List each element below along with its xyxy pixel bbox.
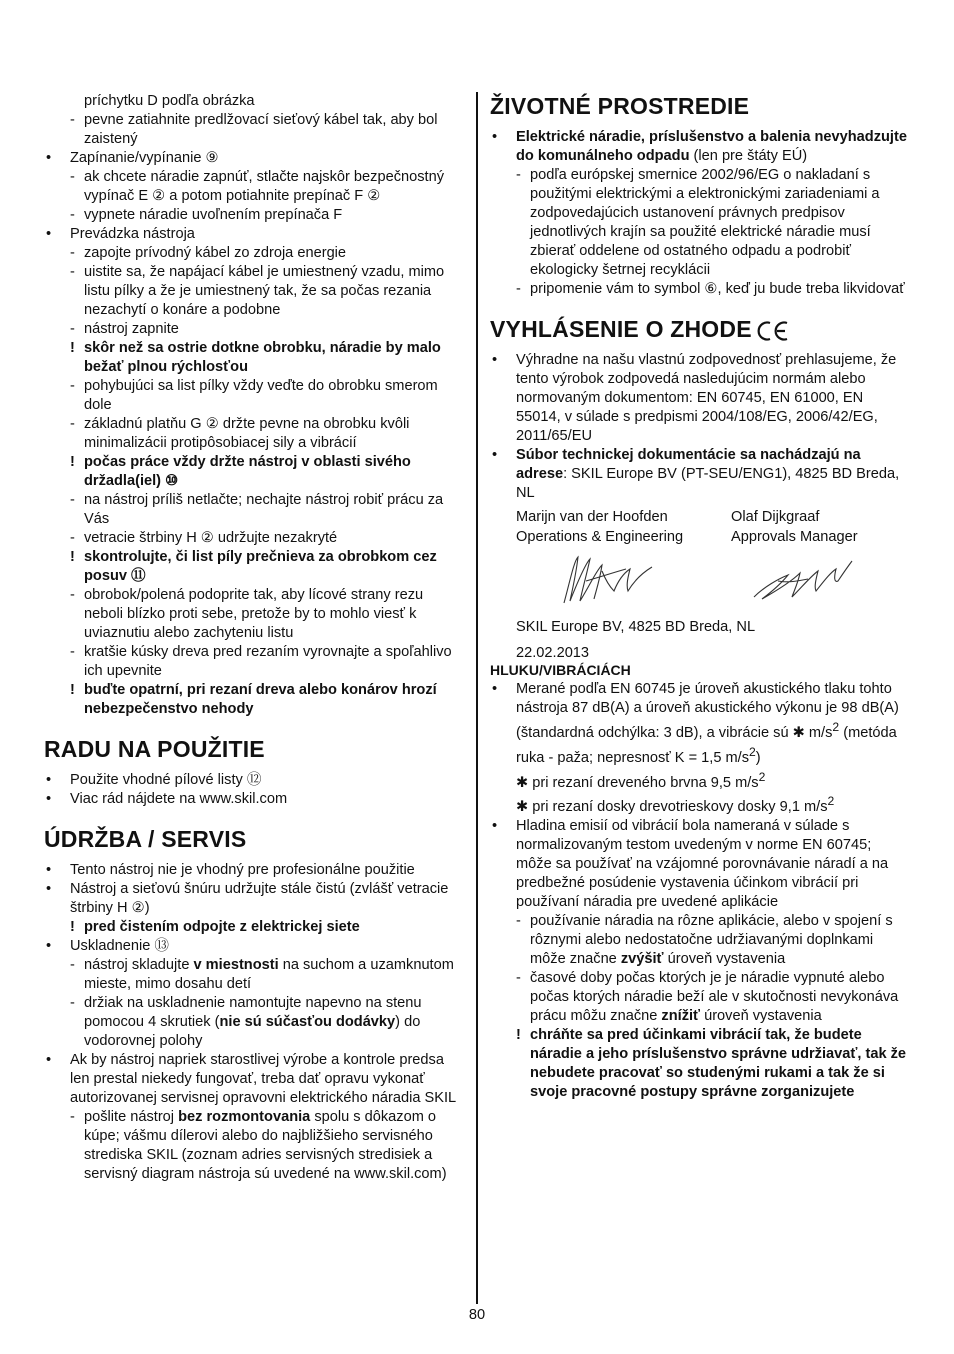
warning-icon: ! — [70, 340, 75, 356]
dash-icon: - — [70, 957, 75, 973]
item-text: buďte opatrní, pri rezaní dreva alebo konárov hrozí nebezpečenstvo nehody — [84, 682, 437, 717]
declaration-date: 22.02.2013 — [516, 645, 590, 661]
emphasis-text: zvýšiť — [620, 951, 664, 968]
company-address: SKIL Europe BV, 4825 BD Breda, NL — [516, 619, 756, 635]
dash-item — [44, 377, 460, 415]
dash-icon: - — [70, 112, 75, 128]
heading-text: HLUKU/VIBRÁCIÁCH — [490, 662, 631, 678]
item-text: na suchom a uzamknutom mieste, mimo dosahu detí — [84, 957, 454, 992]
warning-item — [44, 918, 460, 937]
bullet-item — [44, 225, 460, 244]
subsection-heading — [490, 661, 910, 680]
bullet-item — [44, 790, 460, 809]
item-text: chráňte sa pred účinkami vibrácií tak, že budete náradie a jeho príslušenstvo správne udržiavať, tak že nebudete pracovať so studenými rukami a tak že si svoje pracovné postupy správne zorganizujete — [530, 1027, 907, 1101]
item-text: spolu s dôkazom o kúpe; vášmu dílerovi alebo do najbližšieho servisného strediska SKIL (zoznam adries servisných stredisiek a servisný diagram nástroja sú uvedené na www.skil.com) — [84, 1109, 447, 1182]
emphasis-text: znížiť — [661, 1008, 701, 1025]
item-text: pošlite nástroj — [84, 1109, 179, 1125]
dash-icon: - — [70, 264, 75, 280]
item-text: používanie náradia na rôzne aplikácie, alebo v spojení s rôznymi alebo nedostatočne udržiavanými doplnkami môže značne — [530, 913, 893, 968]
signature-1 — [556, 551, 666, 609]
dash-item — [44, 1108, 460, 1184]
item-text: vypnete náradie uvoľnením prepínača F — [84, 207, 343, 223]
dash-item — [44, 111, 460, 149]
dash-icon: - — [70, 492, 75, 508]
dash-item — [44, 206, 460, 225]
dash-item — [44, 586, 460, 643]
bullet-icon: • — [46, 791, 52, 807]
item-text: skôr než sa ostrie dotkne obrobku, náradie by malo bežať plnou rýchlosťou — [84, 340, 441, 375]
item-text: počas práce vždy držte nástroj v oblasti sivého držadla(iel) ⑩ — [84, 454, 411, 489]
declaration-signatures — [490, 509, 910, 661]
item-text: Použite vhodné pílové listy ⑫ — [70, 772, 262, 788]
bullet-item — [44, 771, 460, 790]
bullet-icon: • — [492, 681, 498, 697]
bullet-icon: • — [46, 862, 52, 878]
bullet-item — [490, 446, 910, 503]
dash-icon: - — [70, 1109, 75, 1125]
page-number: 80 — [468, 1307, 486, 1323]
bullet-icon: • — [492, 352, 498, 368]
continuation-text — [490, 793, 910, 818]
item-text: Prevádzka nástroja — [70, 226, 195, 242]
warning-item — [490, 1026, 910, 1102]
item-text: (len pre štáty EÚ) — [689, 148, 808, 164]
section-heading — [44, 825, 460, 853]
warning-item — [44, 339, 460, 377]
item-text: ak chcete náradie zapnúť, stlačte najskôr bezpečnostný vypínač E ② a potom potiahnite prepínač F ② — [84, 169, 444, 204]
item-text: Nástroj a sieťovú šnúru udržujte stále čistú (zvlášť vetracie štrbiny H ②) — [70, 881, 449, 916]
warning-item — [44, 453, 460, 491]
heading-text: RADU NA POUŽITIE — [44, 736, 265, 762]
bullet-item — [44, 880, 460, 918]
dash-item — [44, 168, 460, 206]
item-text: podľa európskej smernice 2002/96/EG o nakladaní s použitými elektrickými a elektronickými zariadeniami a zodpovedajúcich ustanovení právnych predpisov jednotlivých krajín sa použité elektrické náradie musí zbierať oddelene od ostatného odpadu a podrobiť ekologicky šetrnej recyklácii — [530, 167, 880, 278]
bullet-icon: • — [46, 1052, 52, 1068]
dash-item — [44, 994, 460, 1051]
dash-icon: - — [70, 587, 75, 603]
dash-icon: - — [70, 169, 75, 185]
signatory-1 — [516, 507, 683, 547]
dash-item — [44, 643, 460, 681]
bullet-icon: • — [46, 938, 52, 954]
item-text: Ak by nástroj napriek starostlivej výrobe a kontrole predsa len prestal niekedy fungovať, treba dať opravu vykonať autorizovanej servisnej opravovni elektrického náradia SKIL — [70, 1052, 457, 1106]
signatory-name: Marijn van der Hoofden — [516, 509, 668, 525]
continuation-text — [490, 768, 910, 793]
dash-item — [490, 912, 910, 969]
bullet-item — [490, 680, 910, 768]
continuation-text — [44, 92, 460, 111]
warning-icon: ! — [70, 454, 75, 470]
warning-icon: ! — [70, 682, 75, 698]
section-heading — [490, 92, 910, 120]
bullet-icon: • — [492, 129, 498, 145]
item-text: Uskladnenie ⑬ — [70, 938, 169, 954]
emphasis-text: Elektrické náradie, príslušenstvo a balenia nevyhadzujte do komunálneho odpadu — [516, 129, 907, 164]
item-text: úroveň vystavenia — [663, 951, 786, 968]
dash-item — [44, 320, 460, 339]
ce-mark-icon — [756, 320, 790, 342]
item-text: vetracie štrbiny H ② udržujte nezakryté — [84, 530, 338, 546]
bullet-item — [44, 937, 460, 956]
dash-item — [44, 244, 460, 263]
item-text: držiak na uskladnenie namontujte napevno na stenu pomocou 4 skrutiek ( — [84, 995, 422, 1030]
item-text: skontrolujte, či list píly prečnieva za obrobkom cez posuv ⑪ — [84, 549, 437, 584]
item-text: Výhradne na našu vlastnú zodpovednosť prehlasujeme, že tento výrobok zodpovedá nasledujúcim normám alebo normovaným dokumentom: EN 60745, EN 61000, EN 55014, v súlade s predpismi 2004/108/EG, 2006/42/EG, 2011/65/EU — [516, 352, 897, 444]
left-column — [44, 92, 460, 1184]
item-text: Tento nástroj nie je vhodný pre profesionálne použitie — [70, 862, 415, 878]
heading-text: ÚDRŽBA / SERVIS — [44, 826, 247, 852]
dash-item — [44, 263, 460, 320]
dash-icon: - — [516, 970, 521, 987]
item-text: Zapínanie/vypínanie ⑨ — [70, 150, 219, 166]
emphasis-text: v miestnosti — [193, 957, 279, 973]
item-text: pevne zatiahnite predlžovací sieťový kábel tak, aby bol zaistený — [84, 112, 438, 147]
dash-item — [44, 956, 460, 994]
dash-item — [44, 415, 460, 453]
bullet-item — [44, 861, 460, 880]
emphasis-text: bez rozmontovania — [178, 1109, 311, 1125]
warning-item — [44, 681, 460, 719]
item-text: Hladina emisií od vibrácií bola nameraná v súlade s normalizovaným testom uvedeným v norme EN 60745; môže sa používať na vzájomné porovnávanie náradí a na predbežné posúdenie vystavenia účinkom vibrácií pri používaní náradia pre uvedené aplikácie — [516, 818, 889, 911]
dash-icon: - — [70, 644, 75, 660]
bullet-item — [490, 128, 910, 166]
dash-icon: - — [70, 995, 75, 1011]
dash-icon: - — [70, 321, 75, 337]
bullet-icon: • — [46, 226, 52, 242]
dash-icon: - — [516, 281, 521, 297]
warning-icon: ! — [70, 919, 75, 935]
item-text: nástroj skladujte — [84, 957, 194, 973]
item-text: : SKIL Europe BV (PT-SEU/ENG1), 4825 BD Breda, NL — [516, 466, 900, 501]
heading-text: VYHLÁSENIE O ZHODE — [490, 316, 752, 342]
bullet-icon: • — [492, 447, 498, 463]
bullet-icon: • — [46, 881, 52, 897]
bullet-icon: • — [492, 818, 498, 835]
section-heading — [44, 735, 460, 763]
item-text: základnú platňu G ② držte pevne na obrobku kvôli minimalizácii protipôsobiacej sily a vibrácií — [84, 416, 410, 451]
signature-2 — [748, 551, 858, 609]
signatory-role: Approvals Manager — [731, 529, 858, 545]
item-text: Viac rád nájdete na www.skil.com — [70, 791, 288, 807]
dash-icon: - — [70, 378, 75, 394]
item-text: ✱ pri rezaní dosky drevotrieskovy dosky 9,1 $m/s^2$ — [516, 794, 835, 816]
bullet-item — [44, 149, 460, 168]
heading-text: ŽIVOTNÉ PROSTREDIE — [490, 93, 750, 119]
dash-icon: - — [70, 207, 75, 223]
dash-icon: - — [70, 530, 75, 546]
item-text: kratšie kúsky dreva pred rezaním vyrovnajte a spoľahlivo ich upevnite — [84, 644, 452, 679]
column-divider — [476, 92, 478, 1304]
item-text: pohybujúci sa list pílky vždy veďte do obrobku smerom dole — [84, 378, 438, 413]
dash-item — [490, 969, 910, 1026]
dash-icon: - — [70, 245, 75, 261]
item-text: úroveň vystavenia — [700, 1008, 822, 1025]
dash-item — [44, 529, 460, 548]
signatory-2 — [731, 507, 858, 547]
item-text: obrobok/polená podoprite tak, aby lícové strany rezu neboli blízko proti sebe, pretože by to mohlo viesť k uviaznutiu alebo zachyteniu listu — [84, 587, 424, 641]
dash-icon: - — [516, 913, 521, 930]
item-text: časové doby počas ktorých je je náradie vypnuté alebo počas ktorých náradie beží ale v skutočnosti nevykonáva prácu môžu značne — [530, 970, 899, 1025]
item-text: na nástroj príliš netlačte; nechajte nástroj robiť prácu za Vás — [84, 492, 444, 527]
item-text: pred čistením odpojte z elektrickej siete — [84, 919, 360, 935]
bullet-icon: • — [46, 772, 52, 788]
dash-icon: - — [516, 167, 521, 183]
emphasis-text: nie sú súčasťou dodávky — [219, 1014, 396, 1030]
dash-item — [490, 280, 910, 299]
signatory-name: Olaf Dijkgraaf — [731, 509, 820, 525]
item-text: ✱ pri rezaní dreveného brvna 9,5 $m/s^2$ — [516, 769, 766, 791]
item-text: Merané podľa EN 60745 je úroveň akustického tlaku tohto nástroja 87 dB(A) a úroveň akustického výkonu je 98 dB(A) (štandardná odchýlka: 3 dB), a vibrácie sú ✱ $m/s^2$ (metóda ruka - paža; nepresnosť K = 1,5 $m/s^2$) — [516, 681, 899, 766]
right-column — [490, 92, 910, 1102]
item-text: nástroj zapnite — [84, 321, 179, 337]
bullet-item — [490, 351, 910, 446]
warning-icon: ! — [70, 549, 75, 565]
item-text: príchytku D podľa obrázka — [84, 93, 255, 109]
dash-item — [490, 166, 910, 280]
item-text: uistite sa, že napájací kábel je umiestnený vzadu, mimo listu pílky a že je umiestnený tak, že sa počas rezania nezachytí o konáre a podobne — [84, 264, 445, 318]
dash-icon: - — [70, 416, 75, 432]
bullet-item — [490, 817, 910, 912]
warning-item — [44, 548, 460, 586]
bullet-icon: • — [46, 150, 52, 166]
item-text: zapojte prívodný kábel zo zdroja energie — [84, 245, 347, 261]
emphasis-text: Súbor technickej dokumentácie sa nachádzajú na adrese — [516, 447, 861, 482]
item-text: ) do vodorovnej polohy — [84, 1014, 421, 1049]
dash-item — [44, 491, 460, 529]
signatory-role: Operations & Engineering — [516, 529, 684, 545]
item-text: pripomenie vám to symbol ⑥, keď ju bude treba likvidovať — [530, 281, 905, 297]
bullet-item — [44, 1051, 460, 1108]
warning-icon: ! — [516, 1027, 521, 1044]
section-heading — [490, 315, 910, 343]
